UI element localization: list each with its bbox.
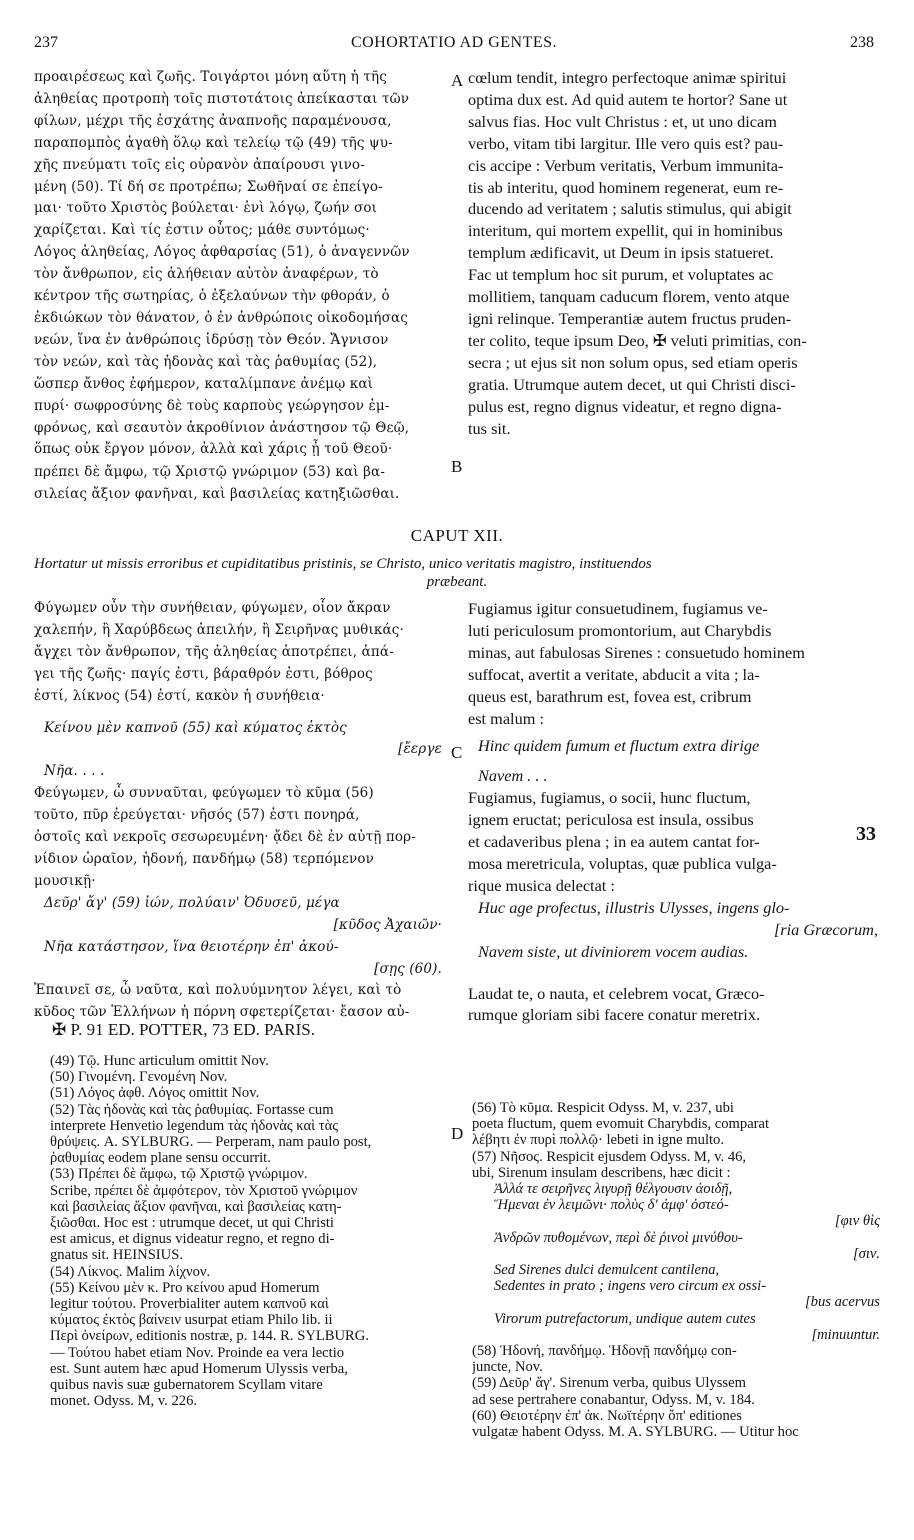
edition-reference: ✠ P. 91 ED. POTTER, 73 ED. PARIS. bbox=[52, 1020, 315, 1039]
greek-text-line: Φεύγωμεν, ὦ συνναῦται, φεύγωμεν τὸ κῦμα (56) bbox=[34, 785, 374, 802]
footnote-verse-line: [φιν θὶς bbox=[834, 1213, 880, 1230]
latin-text-line: luti periculosum promontorium, aut Charybdis bbox=[468, 620, 772, 640]
footnote-line: (59) Δεῦρ' ἄγ'. Sirenum verba, quibus Ulyssem bbox=[472, 1375, 746, 1392]
footnote-verse-line: [minuuntur. bbox=[811, 1326, 880, 1343]
greek-text-line: ὀστοῖς καὶ νεκροῖς σεσωρευμένη· ᾄδει δὲ ἐν αὐτῇ πορ- bbox=[34, 829, 416, 846]
greek-verse-1a: Κείνου μὲν καπνοῦ (55) καὶ κύματος ἐκτὸς bbox=[44, 719, 347, 736]
margin-marker-b: B bbox=[451, 457, 463, 476]
latin-text-line: et cadaveribus plena ; in ea autem cantat for- bbox=[468, 832, 760, 852]
greek-text-line: τοῦτο, πῦρ ἐρεύγεται· νῆσός (57) ἐστι πονηρά, bbox=[34, 807, 360, 824]
footnote-line: ad sese pertrahere conabantur, Odyss. M, v. 184. bbox=[472, 1391, 755, 1408]
greek-verse-1b: [ἔεργε bbox=[398, 741, 442, 758]
greek-text-line: προαιρέσεως καὶ ζωῆς. Τοιγάρτοι μόνη αὕτη ἡ τῆς bbox=[34, 69, 387, 85]
summary-line-1: Hortatur ut missis erroribus et cupiditatibus pristinis, se Christo, unico veritatis magistro, instituendos bbox=[34, 556, 652, 572]
footnote-line: λέβητι ἐν πυρὶ πολλῷ· lebeti in igne multo. bbox=[472, 1132, 724, 1149]
footnote-line: (58) Ἡδονή, πανδήμῳ. Ἡδονῇ πανδήμῳ con- bbox=[472, 1343, 737, 1360]
footnote-line: (56) Τὸ κῦμα. Respicit Odyss. M, v. 237, ubi bbox=[472, 1100, 734, 1116]
latin-text-line: ducendo ad veritatem ; salutis stimulus, qui abigit bbox=[468, 199, 792, 219]
latin-text-line: Fugiamus, fugiamus, o socii, hunc fluctum, bbox=[468, 788, 751, 808]
greek-text-line: Ἐπαινεῖ σε, ὦ ναῦτα, καὶ πολυύμνητον λέγει, καὶ τὸ bbox=[34, 982, 402, 999]
footnote-line: (55) Κείνου μὲν κ. Pro κείνου apud Homerum bbox=[50, 1279, 320, 1296]
footnote-line: (50) Γινομένη. Γενομένη Nov. bbox=[50, 1069, 228, 1086]
greek-text-line: γει τῆς ζωῆς· παγίς ἐστι, βάραθρόν ἐστι, βόθρος bbox=[34, 665, 373, 682]
running-title: COHORTATIO AD GENTES. bbox=[350, 34, 558, 51]
margin-number-33: 33 bbox=[856, 823, 876, 845]
summary-line-2: præbeant. bbox=[426, 574, 488, 590]
footnote-line: καὶ βασιλείας ἄξιον φανῆναι, καὶ βασιλείας κατη- bbox=[50, 1198, 342, 1215]
latin-text-line: optima dux est. Ad quid autem te hortor? Sane ut bbox=[468, 89, 788, 109]
latin-text-line: cis accipe : Verbum veritatis, Verbum immunita- bbox=[468, 155, 784, 175]
footnotes-left bbox=[50, 1053, 446, 1409]
latin-text-line: pulus est, regno dignus videatur, et regno digna- bbox=[468, 396, 782, 416]
greek-text-line: μένη (50). Τί δή σε προτρέπω; Σωθῆναί σε ἐπείγο- bbox=[34, 178, 383, 195]
latin-text-line: tis ab interitu, quod hominem regenerat, eum re- bbox=[468, 177, 784, 197]
footnote-line: (51) Λόγος ἀφθ. Λόγος omittit Nov. bbox=[50, 1085, 260, 1102]
footnote-line: (52) Τὰς ἡδονὰς καὶ τὰς ῥαθυμίας. Fortasse cum bbox=[50, 1101, 334, 1118]
greek-text-line: ἀληθείας προτροπὴ τοῖς πιστοτάτοις ἀπείκασται τῶν bbox=[34, 90, 410, 107]
greek-text-line: Φύγωμεν οὖν τὴν συνήθειαν, φύγωμεν, οἷον ἄκραν bbox=[34, 600, 391, 616]
footnote-line: ubi, Sirenum insulam describens, hæc dicit : bbox=[472, 1164, 731, 1181]
greek-text-line: ὅπως οὐκ ἔργον μόνον, ἀλλὰ καὶ χάρις ᾖ τοῦ Θεοῦ· bbox=[34, 441, 393, 458]
footnote-verse-line: Ἀνδρῶν πυθομένων, περὶ δὲ ῥινοὶ μινύθου- bbox=[494, 1229, 743, 1246]
footnote-line: (57) Νῆσος. Respicit ejusdem Odyss. M, v. 46, bbox=[472, 1148, 747, 1165]
footnote-verse-line: [σιν. bbox=[852, 1245, 880, 1262]
greek-text-line: χῆς πνεύματι τοῖς εἰς οὐρανὸν ἀπαίρουσι γινο- bbox=[34, 156, 365, 173]
footnote-line: legitur τούτου. Proverbialiter autem καπνοῦ καὶ bbox=[50, 1296, 329, 1313]
greek-text-line: ἐστί, λίκνος (54) ἐστί, κακὸν ἡ συνήθεια· bbox=[34, 687, 325, 704]
latin-verse-2b: [ria Græcorum, bbox=[773, 919, 878, 939]
chapter-summary bbox=[34, 555, 880, 591]
footnote-line: monet. Odyss. M, v. 226. bbox=[50, 1393, 198, 1410]
greek-text-line: ὥσπερ ἄνθος ἐφήμερον, καταλίμπανε ἀνέμῳ καὶ bbox=[34, 375, 374, 392]
running-header bbox=[34, 34, 874, 58]
footnote-line: ξιῶσθαι. Hoc est : utrumque decet, ut qui Christi bbox=[50, 1215, 334, 1232]
footnote-line: (54) Λίκνος. Malim λίχνον. bbox=[50, 1263, 211, 1280]
greek-text-line: κέντρον τῆς σωτηρίας, ὁ ἐξελαύνων τὴν φθοράν, ὁ bbox=[34, 288, 390, 305]
top-greek-column bbox=[34, 67, 448, 461]
latin-text-line: interitum, qui mortem expellit, qui in hominibus bbox=[468, 221, 783, 241]
footnote-line: ῥαθυμίας eodem plane sensu occurrit. bbox=[50, 1150, 271, 1167]
latin-text-line: mosa meretricula, voluptas, quæ publica vulga- bbox=[468, 853, 777, 873]
greek-text-line: νεών, ἵνα ἐν ἀνθρώποις ἱδρύσῃ τὸν Θεόν. Ἄγνισον bbox=[34, 331, 389, 348]
greek-verse-2c: Νῆα κατάστησον, ἵνα θειοτέρην ἐπ' ἀκού- bbox=[44, 938, 339, 955]
greek-text-line: κῦδος τῶν Ἑλλήνων ἡ πόρνη σφετερίζεται· ἔασον αὐ- bbox=[34, 1004, 410, 1021]
margin-marker-a: A bbox=[451, 71, 464, 90]
footnote-verse-line: Sed Sirenes dulci demulcent cantilena, bbox=[494, 1262, 720, 1279]
latin-text-line: tus sit. bbox=[468, 418, 511, 438]
latin-text-line: gratia. Utrumque autem decet, ut qui Christi disci- bbox=[468, 374, 796, 394]
middle-greek-column bbox=[34, 598, 448, 1024]
footnote-verse-line: Sedentes in prato ; ingens vero circum ex ossi- bbox=[494, 1278, 767, 1295]
greek-text-line: Λόγος ἀληθείας, Λόγος ἀφθαρσίας (51), ὁ ἀναγεννῶν bbox=[34, 244, 410, 261]
latin-text-line: cœlum tendit, integro perfectoque animæ spiritui bbox=[468, 68, 787, 87]
footnote-line: — Τούτου habet etiam Nov. Proinde ea vera lectio bbox=[50, 1344, 345, 1361]
footnote-verse-line: Ἀλλά τε σειρῆνες λιγυρῇ θέλγουσιν ἀοιδῇ, bbox=[494, 1181, 733, 1198]
greek-text-line: μουσικῇ· bbox=[34, 872, 96, 889]
latin-text-line: secra ; ut ejus sit non solum opus, sed etiam operis bbox=[468, 352, 798, 372]
latin-verse-2a: Huc age profectus, illustris Ulysses, ingens glo- bbox=[478, 897, 790, 917]
right-page-number: 238 bbox=[850, 34, 874, 51]
footnote-verse-line: Virorum putrefactorum, undique autem cutes bbox=[494, 1310, 756, 1327]
greek-text-line: ἐκδιώκων τὸν θάνατον, ὁ ἐν ἀνθρώποις οἰκοδομήσας bbox=[34, 309, 409, 326]
greek-text-line: χαρίζεται. Καὶ τίς ἐστιν οὗτος; μάθε συντόμως· bbox=[34, 222, 370, 239]
chapter-title: CAPUT XII. bbox=[410, 526, 504, 545]
footnote-verse-line: Ἥμεναι ἐν λειμῶνι· πολὺς δ' ἀμφ' ὀστεό- bbox=[494, 1197, 729, 1214]
latin-text-line: verbo, vitam tibi largitur. Ille vero quis est? pau- bbox=[468, 133, 784, 153]
latin-verse-2c: Navem siste, ut diviniorem vocem audias. bbox=[478, 941, 749, 961]
footnote-line: gnatus sit. HEINSIUS. bbox=[50, 1247, 183, 1264]
footnote-line: θρύψεις. A. SYLBURG. — Perperam, nam paulo post, bbox=[50, 1134, 372, 1151]
top-full-width-greek bbox=[34, 462, 884, 506]
footnote-line: interprete Henvetio legendum τὰς ἡδονὰς καὶ τὰς bbox=[50, 1117, 339, 1134]
greek-verse-2d: [σῃς (60). bbox=[374, 960, 442, 977]
latin-text-line: Fac ut templum hoc sit purum, et voluptates ac bbox=[468, 265, 774, 285]
greek-text-line: πρέπει δὲ ἄμφω, τῷ Χριστῷ γνώριμον (53) καὶ βα- bbox=[34, 464, 386, 480]
greek-text-line: χαλεπήν, ἢ Χαρύβδεως ἀπειλήν, ἢ Σειρῆνας μυθικάς· bbox=[34, 621, 404, 638]
greek-text-line: φρόνως, καὶ σεαυτὸν ἀκροθίνιον ἀνάστησον τῷ Θεῷ, bbox=[34, 419, 410, 436]
footnote-line: poeta fluctum, quem evomuit Charybdis, comparat bbox=[472, 1116, 770, 1133]
footnote-line: (49) Τῷ. Hunc articulum omittit Nov. bbox=[50, 1053, 269, 1069]
footnotes-right bbox=[472, 1100, 884, 1440]
latin-text-line: rique musica delectat : bbox=[468, 875, 615, 895]
margin-marker-d: D bbox=[451, 1124, 464, 1143]
footnote-line: vulgatæ habent Odyss. M. A. SYLBURG. — Utitur hoc bbox=[472, 1424, 799, 1441]
footnote-line: Scribe, πρέπει δὲ ἀμφότερον, τὸν Χριστοῦ γνώριμον bbox=[50, 1182, 358, 1199]
top-latin-column bbox=[468, 67, 884, 439]
greek-text-line: πυρί· σωφροσύνης δὲ τοὺς καρποὺς γεώργησον ἐμ- bbox=[34, 397, 390, 414]
latin-text-line: ignem eructat; periculosa est insula, ossibus bbox=[468, 810, 754, 830]
latin-text-line: Fugiamus igitur consuetudinem, fugiamus ve- bbox=[468, 599, 768, 618]
greek-text-line: νίδιον ὡραῖον, ἡδονή, πανδήμῳ (58) τερπόμενον bbox=[34, 850, 374, 867]
latin-verse-1a: Hinc quidem fumum et fluctum extra dirige bbox=[478, 736, 760, 756]
footnote-line: est amicus, et dignus videatur regno, et regno di- bbox=[50, 1231, 335, 1248]
latin-text-line: Laudat te, o nauta, et celebrem vocat, Græco- bbox=[468, 983, 765, 1003]
latin-text-line: salvus fias. Hoc vult Christus : et, ut uno dicam bbox=[468, 111, 777, 131]
greek-text-line: φίλων, μέχρι τῆς ἐσχάτης ἀναπνοῆς παραμένουσα, bbox=[34, 112, 392, 129]
greek-verse-2a: Δεῦρ' ἄγ' (59) ἰών, πολύαιν' Ὀδυσεῦ, μέγα bbox=[44, 894, 340, 911]
greek-verse-1c: Νῆα. . . . bbox=[44, 763, 105, 780]
footnote-line: est. Sunt autem hæc apud Homerum Ulyssis verba, bbox=[50, 1360, 348, 1377]
greek-verse-2b: [κῦδος Ἀχαιῶν· bbox=[333, 916, 442, 933]
greek-text-line: παραπομπὸς ἀγαθὴ ὅλῳ καὶ τελείῳ τῷ (49) τῆς ψυ- bbox=[34, 134, 393, 151]
greek-text-line: σιλείας ἄξιον φανῆναι, καὶ βασιλείας κατηξιῶσθαι. bbox=[34, 485, 400, 502]
latin-text-line: ter colito, teque ipsum Deo, ✠ veluti primitias, con- bbox=[468, 330, 807, 350]
left-page-number: 237 bbox=[34, 34, 58, 51]
footnote-line: κύματος ἐκτὸς βαίνειν usurpat etiam Philo lib. ii bbox=[50, 1312, 333, 1329]
footnote-line: Περὶ ὀνείρων, editionis nostræ, p. 144. R. SYLBURG. bbox=[50, 1328, 369, 1345]
footnote-line: quibus navis suæ gubernatorem Scyllam vitare bbox=[50, 1377, 323, 1394]
greek-text-line: ἄγχει τὸν ἄνθρωπον, τῆς ἀληθείας ἀποτρέπει, ἀπά- bbox=[34, 643, 394, 660]
latin-text-line: templum ædificavit, ut Deum in ipsis statueret. bbox=[468, 243, 774, 263]
latin-verse-1b: Navem . . . bbox=[478, 766, 548, 786]
latin-text-line: minas, aut fabulosas Sirenes : consuetudo hominem bbox=[468, 642, 805, 662]
latin-text-line: queus est, barathrum est, fovea est, cribrum bbox=[468, 686, 752, 706]
latin-text-line: rumque gloriam sibi facere conatur meretrix. bbox=[468, 1005, 761, 1025]
greek-text-line: μαι· τοῦτο Χριστὸς βούλεται· ἑνὶ λόγῳ, ζωήν σοι bbox=[34, 200, 378, 217]
footnote-line: juncte, Nov. bbox=[472, 1359, 543, 1376]
latin-text-line: mollitiem, tanquam caducum florem, vento atque bbox=[468, 287, 790, 307]
latin-text-line: igni relinque. Temperantiæ autem fructus pruden- bbox=[468, 308, 792, 328]
footnote-verse-line: [bus acervus bbox=[805, 1294, 880, 1311]
greek-text-line: τὸν νεών, καὶ τὰς ἡδονὰς καὶ τὰς ῥαθυμίας (52), bbox=[34, 353, 378, 370]
footnote-line: (60) Θειοτέρην ἐπ' ἀκ. Νωϊτέρην ὄπ' editiones bbox=[472, 1407, 742, 1424]
margin-marker-c: C bbox=[451, 743, 463, 762]
latin-text-line: suffocat, avertit a veritate, abducit a vita ; la- bbox=[468, 664, 760, 684]
latin-text-line: est malum : bbox=[468, 708, 544, 728]
greek-text-line: τὸν ἄνθρωπον, εἰς ἀλήθειαν αὐτὸν ἀναφέρων, τὸ bbox=[34, 266, 379, 283]
middle-latin-column bbox=[468, 598, 884, 1026]
footnote-line: (53) Πρέπει δὲ ἄμφω, τῷ Χριστῷ γνώριμον. bbox=[50, 1166, 308, 1183]
